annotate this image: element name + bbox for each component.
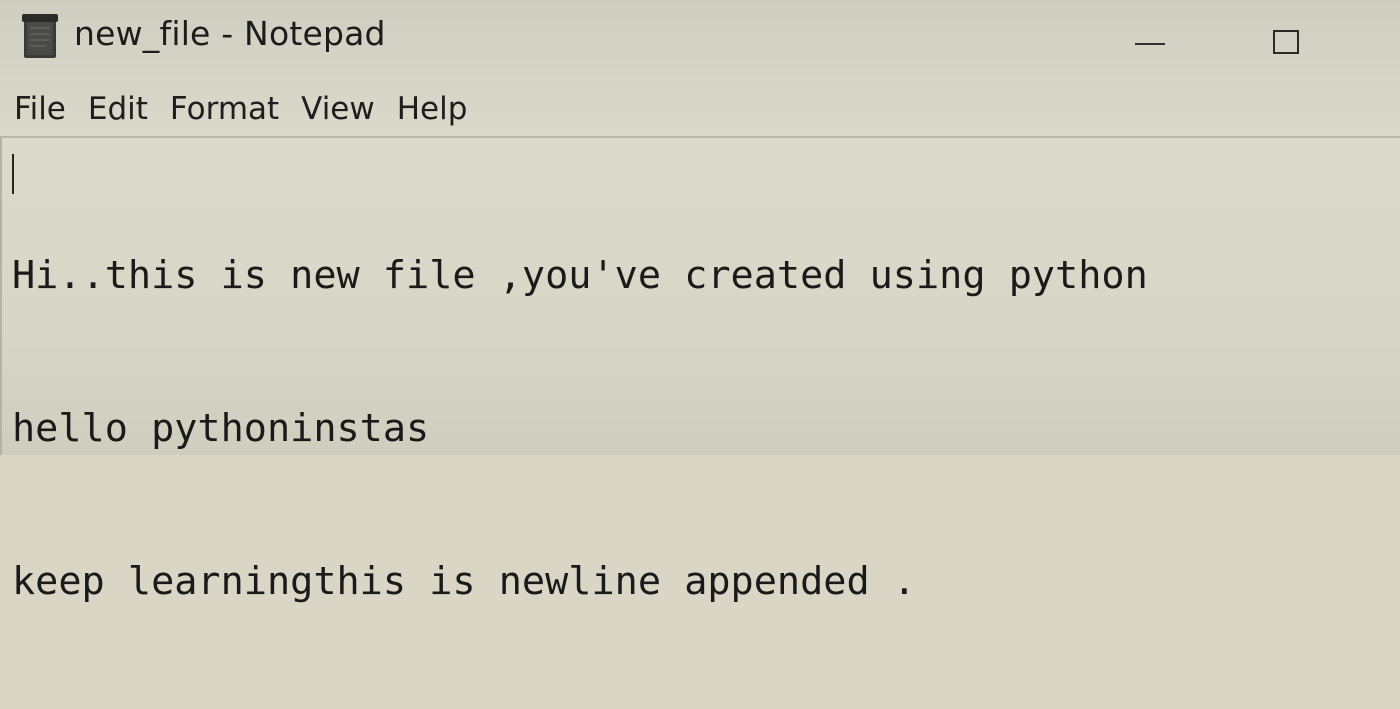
editor-line: hello pythoninstas xyxy=(12,406,430,451)
maximize-button[interactable] xyxy=(1256,20,1316,64)
minimize-button[interactable] xyxy=(1120,20,1180,64)
title-bar[interactable] xyxy=(0,0,1400,82)
notepad-icon xyxy=(18,12,62,62)
window-title: new_file - Notepad xyxy=(74,14,386,53)
menu-edit[interactable]: Edit xyxy=(87,91,148,127)
editor-line: Hi..this is new file ,you've created using python xyxy=(12,253,1148,298)
menu-file[interactable]: File xyxy=(14,91,66,127)
menu-format[interactable]: Format xyxy=(169,91,280,127)
editor-content[interactable] xyxy=(12,148,1382,709)
editor-line: keep learningthis is newline appended . xyxy=(12,559,916,604)
menu-bar xyxy=(0,82,1400,138)
minimize-icon xyxy=(1135,43,1165,45)
text-editor[interactable] xyxy=(0,138,1400,604)
menu-help[interactable]: Help xyxy=(396,91,468,127)
menu-view[interactable]: View xyxy=(301,91,375,127)
maximize-icon xyxy=(1273,30,1299,54)
